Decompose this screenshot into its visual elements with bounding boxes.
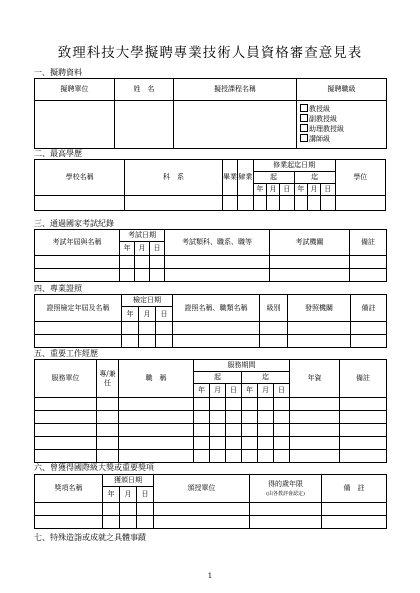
header-years: 年資 <box>290 360 340 398</box>
header-name: 姓 名 <box>115 79 174 101</box>
table-cell[interactable] <box>194 437 210 450</box>
table-cell[interactable] <box>290 424 340 437</box>
header-month: 月 <box>139 307 156 322</box>
rank-option[interactable]: 教授級 <box>297 104 386 114</box>
table-cell[interactable] <box>288 322 351 335</box>
rank-options <box>297 101 387 149</box>
header-day: 日 <box>137 487 154 503</box>
table-cell[interactable] <box>194 450 210 463</box>
table-cell[interactable] <box>156 322 173 335</box>
table-cell[interactable] <box>307 196 320 211</box>
table-cell[interactable] <box>35 196 125 211</box>
table-cell[interactable] <box>210 450 226 463</box>
header-day: 日 <box>226 384 242 398</box>
header-level: 級別 <box>260 295 288 322</box>
table-cell[interactable] <box>351 322 387 335</box>
table-cell[interactable] <box>194 424 210 437</box>
checkbox-icon[interactable] <box>300 114 308 122</box>
header-month: 月 <box>210 384 226 398</box>
header-cert-name: 證照名稱、職類名稱 <box>173 295 260 322</box>
table-cell[interactable] <box>253 196 266 211</box>
table-cell[interactable] <box>340 437 387 450</box>
table-cell[interactable] <box>260 322 288 335</box>
section-3-heading: 三、通過國家考試紀錄 <box>34 219 114 228</box>
section-6-heading: 六、曾獲得國際級大獎或重要獎項 <box>34 463 154 472</box>
header-exam-date: 考試日期 <box>120 230 165 242</box>
header-year: 年 <box>103 487 120 503</box>
table-cell[interactable] <box>226 437 242 450</box>
table-cell[interactable] <box>35 398 97 411</box>
table-cell[interactable] <box>210 437 226 450</box>
table-cell[interactable] <box>340 424 387 437</box>
header-category: 考試類科、職系、職等 <box>165 230 270 256</box>
table-cell[interactable] <box>258 398 274 411</box>
table-cell[interactable] <box>103 503 120 516</box>
table-cell[interactable] <box>119 411 194 424</box>
header-year: 年 <box>294 184 307 196</box>
header-note: 備註 <box>351 295 387 322</box>
header-school: 學校名稱 <box>35 160 125 196</box>
table-cell[interactable] <box>290 437 340 450</box>
table-cell[interactable] <box>35 437 97 450</box>
table-cell[interactable] <box>210 411 226 424</box>
section-5-table <box>34 359 387 463</box>
table-cell[interactable] <box>97 398 119 411</box>
table-cell[interactable] <box>135 269 150 282</box>
table-cell[interactable] <box>340 398 387 411</box>
table-cell[interactable] <box>242 398 258 411</box>
unit-cell[interactable] <box>35 101 115 149</box>
table-cell[interactable] <box>35 424 97 437</box>
table-cell[interactable] <box>137 516 154 529</box>
table-cell[interactable] <box>222 196 237 211</box>
table-cell[interactable] <box>258 424 274 437</box>
table-cell[interactable] <box>139 335 156 348</box>
header-from: 起 <box>253 172 294 184</box>
header-grad: 畢業 <box>222 160 237 196</box>
table-cell[interactable] <box>97 450 119 463</box>
table-cell[interactable] <box>250 516 322 529</box>
header-degree: 學位 <box>335 160 385 196</box>
table-cell[interactable] <box>242 411 258 424</box>
header-year: 年 <box>253 184 266 196</box>
table-cell[interactable] <box>274 398 290 411</box>
header-day: 日 <box>280 184 294 196</box>
table-cell[interactable] <box>139 322 156 335</box>
header-note: 備註 <box>340 360 387 398</box>
table-cell[interactable] <box>120 503 137 516</box>
header-month: 月 <box>258 384 274 398</box>
header-cert-date: 檢定日期 <box>122 295 173 307</box>
section-6-table <box>34 474 387 529</box>
table-cell[interactable] <box>290 398 340 411</box>
table-cell[interactable] <box>270 256 350 269</box>
table-cell[interactable] <box>194 411 210 424</box>
table-cell[interactable] <box>122 335 139 348</box>
header-exam-year: 考試年屆與名稱 <box>35 230 120 256</box>
table-cell[interactable] <box>351 335 387 348</box>
table-cell[interactable] <box>125 196 222 211</box>
table-cell[interactable] <box>242 437 258 450</box>
table-cell[interactable] <box>260 335 288 348</box>
table-cell[interactable] <box>35 411 97 424</box>
table-cell[interactable] <box>258 437 274 450</box>
header-day: 日 <box>150 242 165 256</box>
course-cell[interactable] <box>174 101 297 149</box>
table-cell[interactable] <box>258 411 274 424</box>
table-cell[interactable] <box>154 516 250 529</box>
checkbox-icon[interactable] <box>300 104 308 112</box>
table-cell[interactable] <box>97 437 119 450</box>
table-cell[interactable] <box>250 503 322 516</box>
checkbox-icon[interactable] <box>300 134 308 142</box>
table-cell[interactable] <box>35 516 103 529</box>
header-year: 年 <box>120 242 135 256</box>
section-2-table <box>34 159 386 211</box>
header-award-date: 獲頒日期 <box>103 475 154 487</box>
table-cell[interactable] <box>150 256 165 269</box>
section-4-heading: 四、專業證照 <box>34 284 82 293</box>
header-year: 年 <box>194 384 210 398</box>
section-2-heading: 二、最高學歷 <box>34 149 82 158</box>
table-cell[interactable] <box>280 196 294 211</box>
header-month: 月 <box>135 242 150 256</box>
header-day: 日 <box>156 307 173 322</box>
rank-option[interactable]: 助理教授級 <box>297 124 386 134</box>
table-cell[interactable] <box>340 450 387 463</box>
table-cell[interactable] <box>97 411 119 424</box>
table-cell[interactable] <box>226 398 242 411</box>
header-agency: 考試機關 <box>270 230 350 256</box>
table-cell[interactable] <box>238 196 253 211</box>
header-day: 日 <box>321 184 335 196</box>
table-cell[interactable] <box>266 196 279 211</box>
table-cell[interactable] <box>120 256 135 269</box>
table-cell[interactable] <box>120 269 135 282</box>
header-period: 修業起迄日期 <box>253 160 335 172</box>
header-position: 職 稱 <box>119 360 194 398</box>
form-title: 致理科技大學擬聘專業技術人員資格審查意見表 <box>57 45 363 61</box>
table-cell[interactable] <box>322 516 387 529</box>
table-cell[interactable] <box>274 450 290 463</box>
header-unit: 服務單位 <box>35 360 97 398</box>
section-1-heading: 一、擬聘資料 <box>34 68 82 77</box>
header-month: 月 <box>120 487 137 503</box>
section-1-table <box>34 78 387 149</box>
header-studying: 肄業 <box>238 160 253 196</box>
table-cell[interactable] <box>335 196 385 211</box>
header-note: 備 註 <box>322 475 387 503</box>
table-cell[interactable] <box>137 503 154 516</box>
header-day: 日 <box>274 384 290 398</box>
table-cell[interactable] <box>294 196 307 211</box>
table-cell[interactable] <box>290 411 340 424</box>
table-cell[interactable] <box>119 398 194 411</box>
table-cell[interactable] <box>290 450 340 463</box>
header-year: 年 <box>122 307 139 322</box>
header-cert-year: 證照檢定年屆及名稱 <box>35 295 122 322</box>
table-cell[interactable] <box>35 256 120 269</box>
header-unit: 擬聘單位 <box>35 79 115 101</box>
table-cell[interactable] <box>340 411 387 424</box>
table-cell[interactable] <box>35 335 122 348</box>
name-cell[interactable] <box>115 101 174 149</box>
header-to: 迄 <box>294 172 335 184</box>
table-cell[interactable] <box>274 437 290 450</box>
table-cell[interactable] <box>226 450 242 463</box>
table-cell[interactable] <box>242 450 258 463</box>
table-cell[interactable] <box>350 256 387 269</box>
header-month: 月 <box>266 184 279 196</box>
table-cell[interactable] <box>119 424 194 437</box>
table-cell[interactable] <box>210 424 226 437</box>
header-service-period: 服務期間 <box>194 360 290 372</box>
section-4-table <box>34 294 387 348</box>
table-cell[interactable] <box>173 335 260 348</box>
table-cell[interactable] <box>122 322 139 335</box>
table-cell[interactable] <box>165 269 270 282</box>
table-cell[interactable] <box>210 398 226 411</box>
header-to: 迄 <box>242 372 290 384</box>
table-cell[interactable] <box>103 516 120 529</box>
table-cell[interactable] <box>322 503 387 516</box>
header-award: 獎項名稱 <box>35 475 103 503</box>
table-cell[interactable] <box>288 335 351 348</box>
header-year-limit: 得的歲年限 (由各教評會認定) <box>250 475 322 503</box>
rank-option[interactable]: 副教授級 <box>297 114 386 124</box>
table-cell[interactable] <box>226 424 242 437</box>
section-3-table <box>34 229 387 282</box>
table-cell[interactable] <box>154 503 250 516</box>
table-cell[interactable] <box>97 424 119 437</box>
table-cell[interactable] <box>120 516 137 529</box>
table-cell[interactable] <box>270 269 350 282</box>
table-cell[interactable] <box>226 411 242 424</box>
table-cell[interactable] <box>135 256 150 269</box>
header-from: 起 <box>194 372 242 384</box>
header-dept: 科 系 <box>125 160 222 196</box>
table-cell[interactable] <box>119 450 194 463</box>
header-org: 頒授單位 <box>154 475 250 503</box>
table-cell[interactable] <box>321 196 335 211</box>
table-cell[interactable] <box>35 503 103 516</box>
header-fulltime: 專/兼 任 <box>97 360 119 398</box>
table-cell[interactable] <box>35 450 97 463</box>
section-5-heading: 五、重要工作經歷 <box>34 349 98 358</box>
table-cell[interactable] <box>165 256 270 269</box>
table-cell[interactable] <box>242 424 258 437</box>
table-cell[interactable] <box>350 269 387 282</box>
page-number: 1 <box>207 572 213 580</box>
header-issuer: 發照機關 <box>288 295 351 322</box>
header-year: 年 <box>242 384 258 398</box>
table-cell[interactable] <box>194 398 210 411</box>
section-7-heading: 七、特殊造詣或成就之具體事蹟 <box>34 533 146 542</box>
header-course: 擬授課程名稱 <box>174 79 297 101</box>
table-cell[interactable] <box>274 424 290 437</box>
table-cell[interactable] <box>173 322 260 335</box>
table-cell[interactable] <box>119 437 194 450</box>
table-cell[interactable] <box>258 450 274 463</box>
checkbox-icon[interactable] <box>300 124 308 132</box>
header-rank: 擬聘職級 <box>297 79 387 101</box>
header-month: 月 <box>307 184 320 196</box>
table-cell[interactable] <box>150 269 165 282</box>
table-cell[interactable] <box>274 411 290 424</box>
rank-option[interactable]: 講師級 <box>297 134 386 144</box>
table-cell[interactable] <box>35 322 122 335</box>
table-cell[interactable] <box>156 335 173 348</box>
header-note: 備註 <box>350 230 387 256</box>
table-cell[interactable] <box>35 269 120 282</box>
